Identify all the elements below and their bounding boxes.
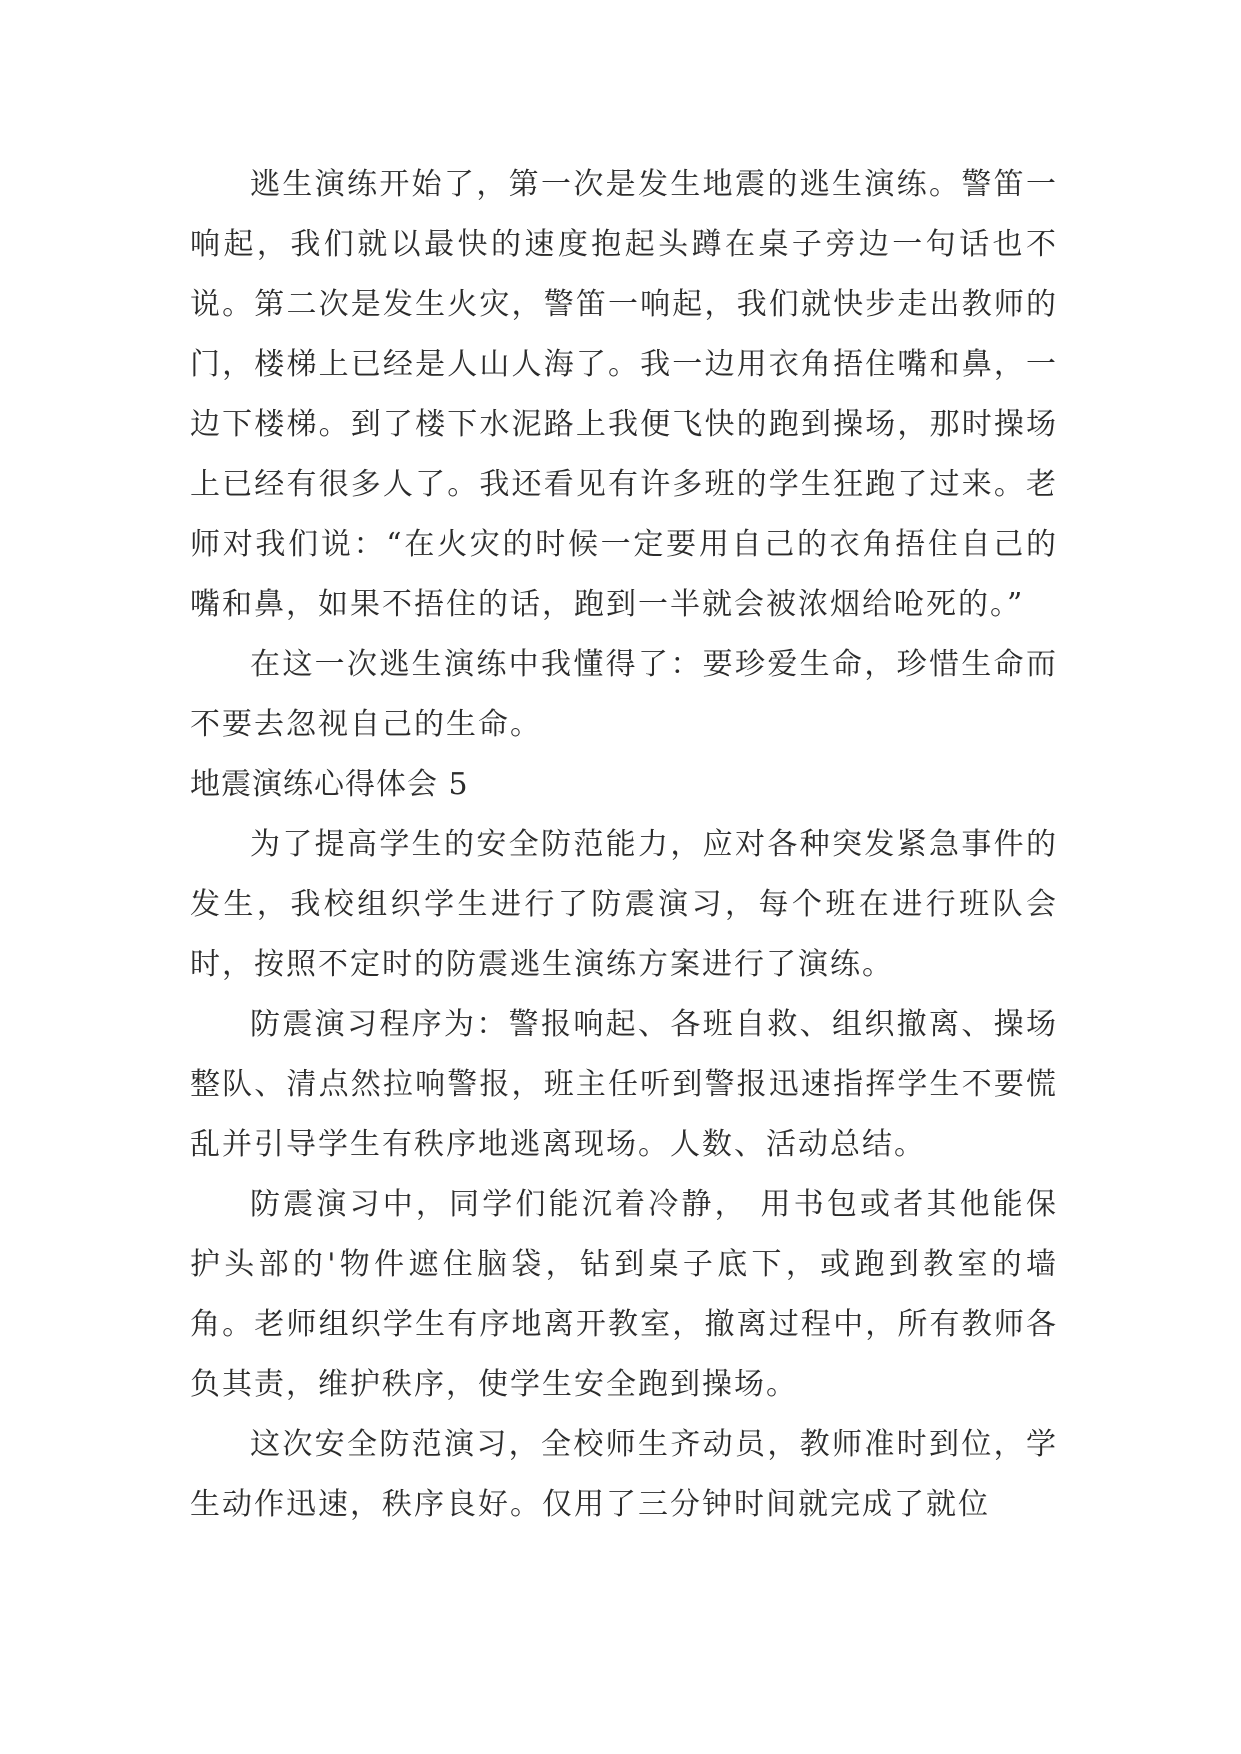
- document-body: [190, 155, 1058, 1535]
- paragraph-escape-drill: 逃生演练开始了，第一次是发生地震的逃生演练。警笛一响起，我们就以最快的速度抱起头蹲在桌子旁边一句话也不说。第二次是发生火灾，警笛一响起，我们就快步走出教师的门，楼梯上已经是人山人海了。我一边用衣角捂住嘴和鼻，一边下楼梯。到了楼下水泥路上我便飞快的跑到操场，那时操场上已经有很多人了。我还看见有许多班的学生狂跑了过来。老师对我们说：“在火灾的时候一定要用自己的衣角捂住自己的嘴和鼻，如果不捂住的话，跑到一半就会被浓烟给呛死的。”: [190, 167, 1058, 622]
- paragraph-drill-purpose: 为了提高学生的安全防范能力，应对各种突发紧急事件的发生，我校组织学生进行了防震演习，每个班在进行班队会时，按照不定时的防震逃生演练方案进行了演练。: [190, 827, 1058, 982]
- paragraph-drill-procedure: 防震演习程序为：警报响起、各班自救、组织撤离、操场整队、清点然拉响警报，班主任听到警报迅速指挥学生不要慌乱并引导学生有秩序地逃离现场。人数、活动总结。: [190, 1007, 1058, 1162]
- section-heading: 地震演练心得体会 5: [190, 767, 469, 802]
- paragraph-lesson-learned: 在这一次逃生演练中我懂得了：要珍爱生命，珍惜生命而不要去忽视自己的生命。: [190, 647, 1058, 742]
- paragraph-drill-result: 这次安全防范演习，全校师生齐动员，教师准时到位，学生动作迅速，秩序良好。仅用了三分钟时间就完成了就位: [190, 1427, 1058, 1522]
- paragraph-drill-conduct: 防震演习中，同学们能沉着冷静， 用书包或者其他能保护头部的'物件遮住脑袋，钻到桌子底下，或跑到教室的墙角。老师组织学生有序地离开教室，撤离过程中，所有教师各负其责，维护秩序，使学生安全跑到操场。: [190, 1187, 1058, 1402]
